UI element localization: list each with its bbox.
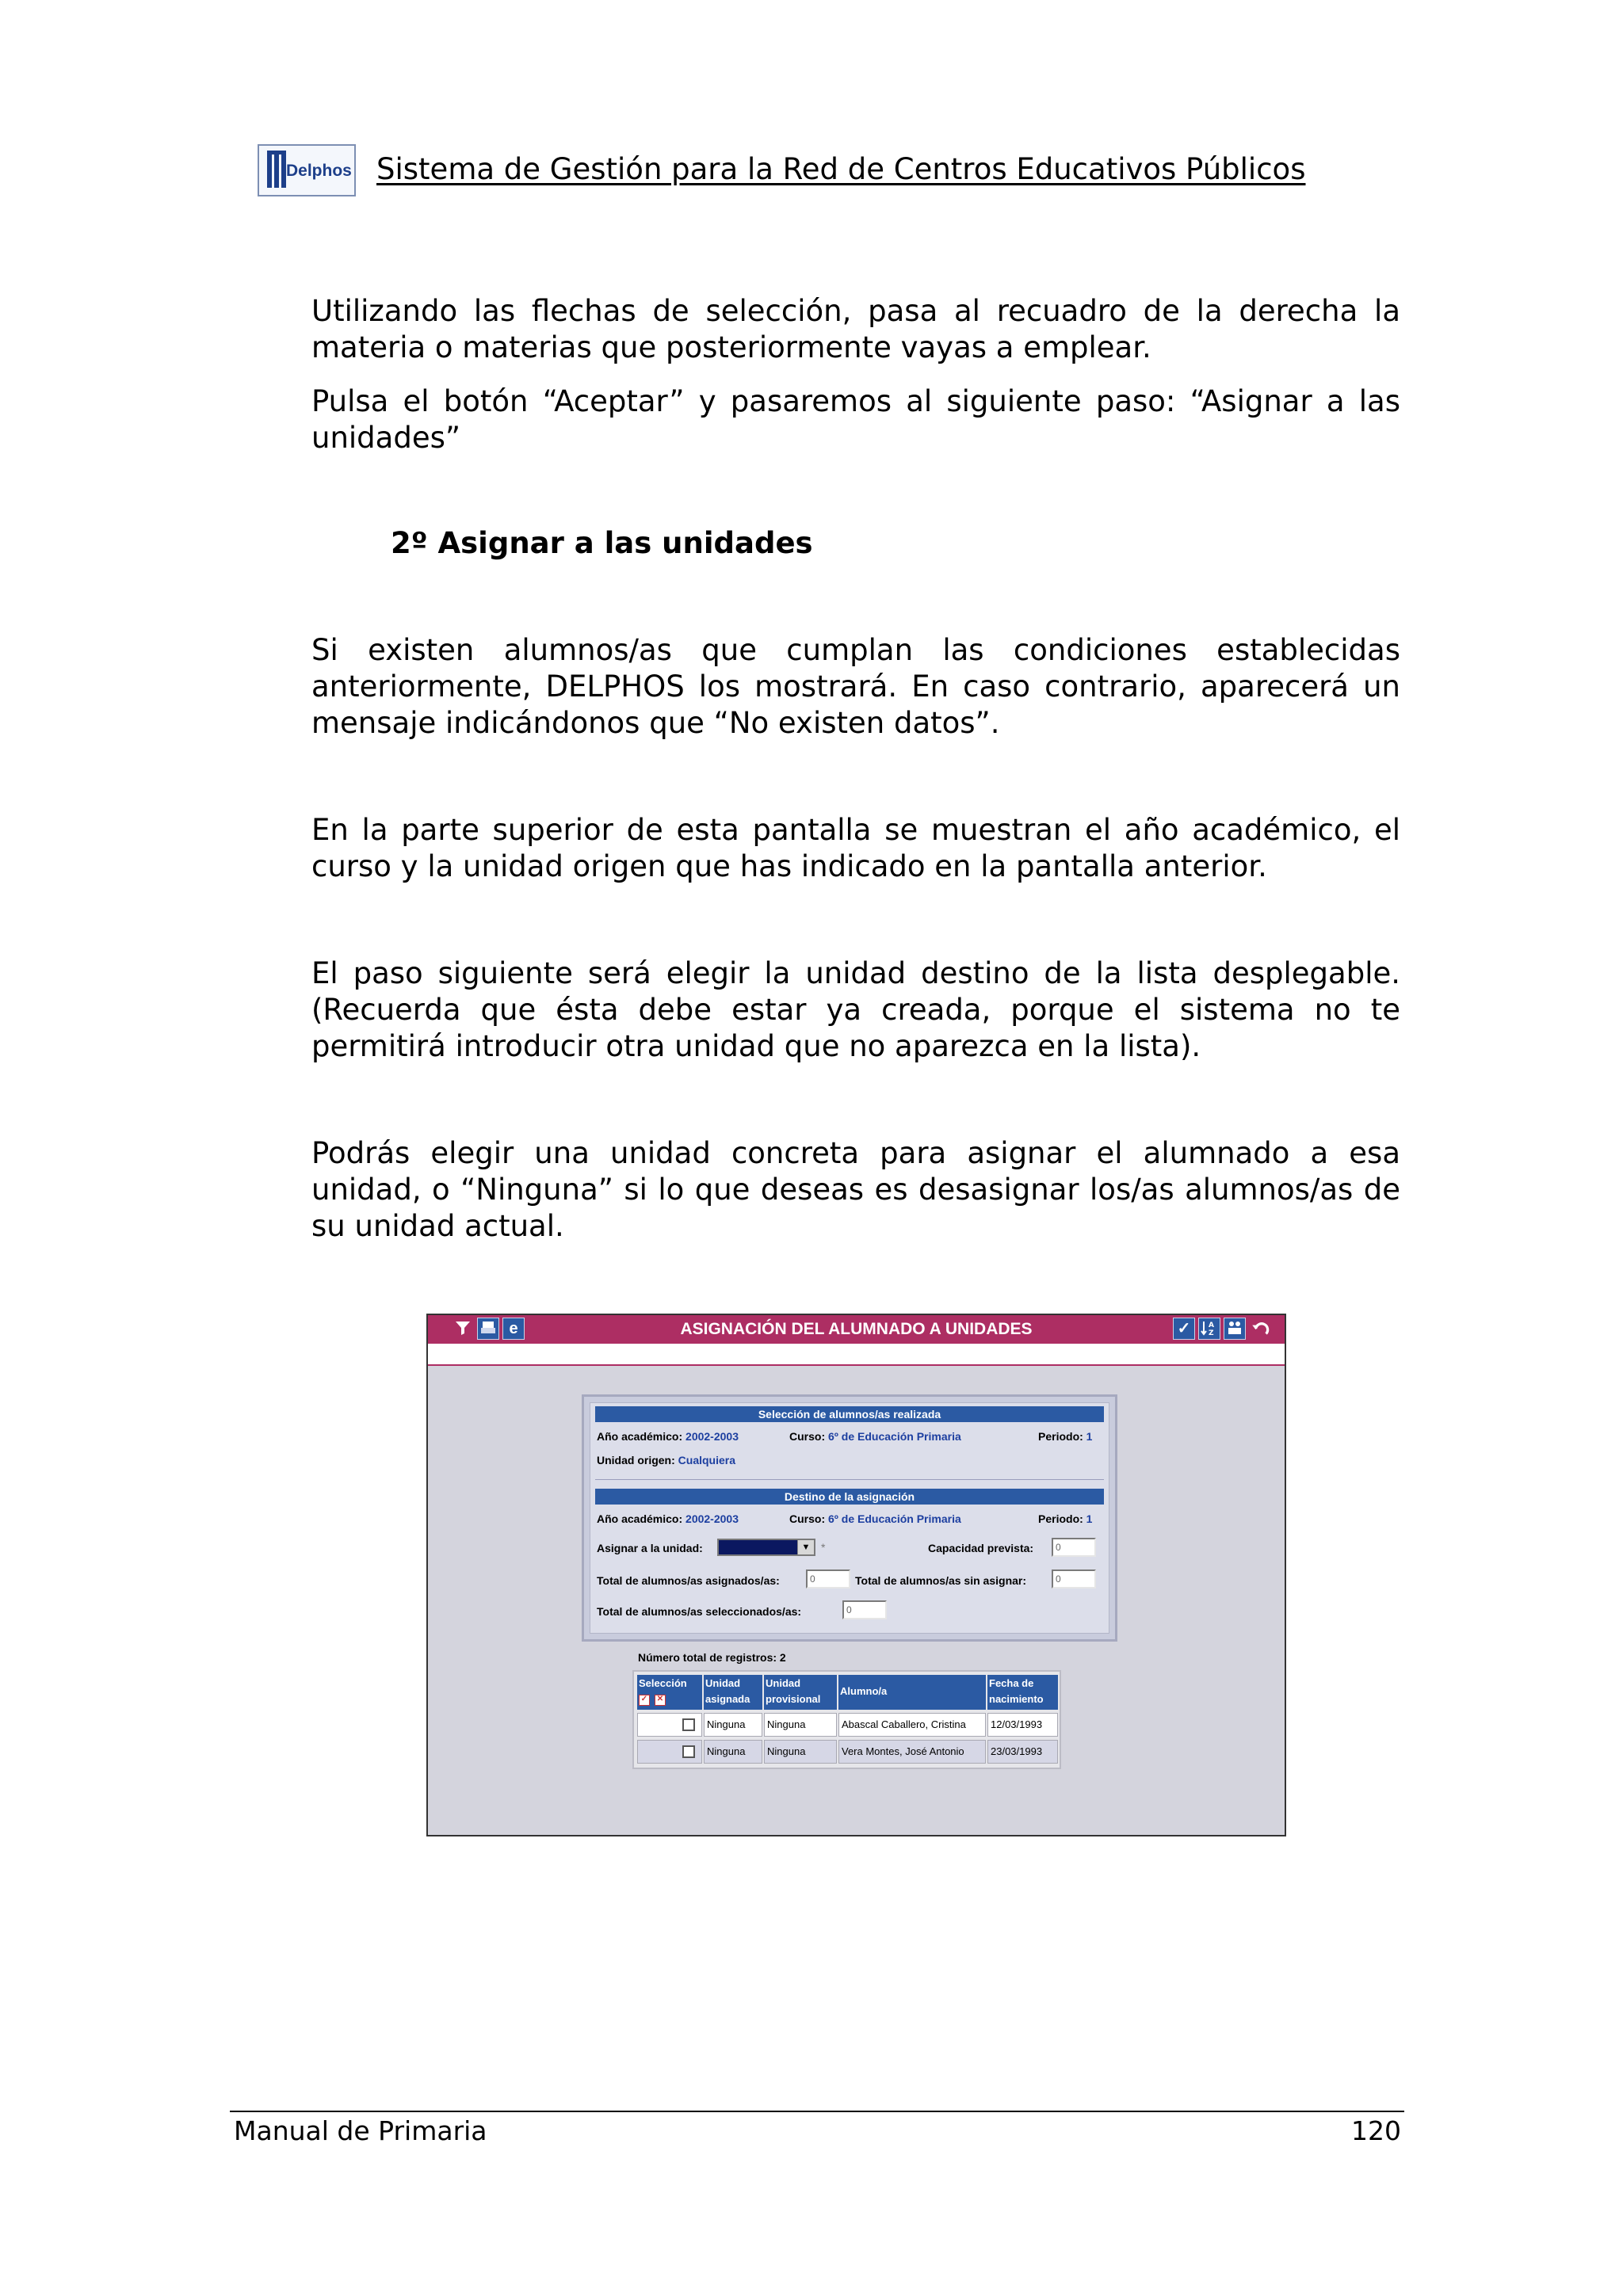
destino-curso-value: 6º de Educación Primaria [828,1512,961,1525]
unidad-destino-select[interactable] [717,1539,815,1556]
col-header-unidad-asignada: Unidad asignada [704,1675,762,1710]
select-all-icon[interactable]: ✓ [639,1695,650,1706]
asignados-label: Total de alumnos/as asignados/as: [597,1574,780,1587]
screenshot-subbar [428,1344,1285,1364]
unidad-origen-label: Unidad origen: [597,1454,675,1466]
destino-curso [789,1512,961,1525]
document-header-title: Sistema de Gestión para la Red de Centros Educativos Públicos [376,152,1306,186]
asignacion-panel [582,1394,1117,1642]
seleccion-periodo [1038,1430,1092,1443]
sin-asignar-label: Total de alumnos/as sin asignar: [855,1574,1027,1587]
delphos-logo [258,144,356,196]
table-row-1-unidad-provisional: Ninguna [764,1713,837,1737]
table-row-2-select-cell[interactable] [637,1740,702,1764]
seleccion-curso [789,1430,961,1443]
table-row-1-unidad-asignada: Ninguna [704,1713,762,1737]
seleccionados-field[interactable]: 0 [842,1600,887,1619]
col-header-unidad-provisional: Unidad provisional [764,1675,837,1710]
col-header-alumno: Alumno/a [838,1675,986,1710]
accept-icon[interactable]: ✓ [1173,1318,1195,1340]
select-all-controls [639,1691,701,1707]
destino-periodo-label: Periodo: [1038,1512,1083,1525]
asignacion-screenshot [426,1314,1286,1836]
asignados-field[interactable]: 0 [806,1569,850,1589]
section-title: 2º Asignar a las unidades [391,526,813,560]
table-row-2-unidad-provisional: Ninguna [764,1740,837,1764]
seleccion-periodo-label: Periodo: [1038,1430,1083,1443]
seleccionados-label: Total de alumnos/as seleccionados/as: [597,1605,802,1618]
destino-periodo [1038,1512,1092,1525]
paragraph-6: Podrás elegir una unidad concreta para asignar el alumnado a esa unidad, o “Ninguna” si lo que deseas es desasignar los/as alumnos/as de su unidad actual. [311,1136,1400,1243]
svg-text:Z: Z [1209,1329,1214,1337]
required-marker: * [821,1541,826,1554]
group-icon[interactable] [1224,1318,1246,1340]
paragraph-1: Utilizando las flechas de selección, pasa al recuadro de la derecha la materia o materias que posteriormente vayas a emplear. [311,294,1400,364]
sort-az-icon[interactable] [1198,1318,1220,1340]
back-icon[interactable] [1249,1318,1271,1340]
chevron-down-icon[interactable]: ▼ [797,1540,814,1554]
col-header-fecha: Fecha de nacimiento [987,1675,1058,1710]
destino-header: Destino de la asignación [595,1489,1104,1505]
paragraph-5: El paso siguiente será elegir la unidad destino de la lista desplegable. (Recuerda que ésta debe estar ya creada, porque el sistema no te permitirá introducir otra unidad que no aparezca en la lista). [311,956,1400,1063]
unidad-origen-value: Cualquiera [678,1454,736,1466]
col-header-seleccion [637,1675,702,1710]
row-checkbox[interactable] [682,1745,695,1758]
logo-pillar [274,153,279,188]
seleccion-header: Selección de alumnos/as realizada [595,1406,1104,1422]
paragraph-4: En la parte superior de esta pantalla se muestran el año académico, el curso y la unidad origen que has indicado en la pantalla anterior. [311,813,1400,883]
seleccion-curso-label: Curso: [789,1430,826,1443]
footer-rule [230,2111,1404,2112]
seleccion-curso-value: 6º de Educación Primaria [828,1430,961,1443]
screenshot-titlebar [428,1315,1285,1344]
destino-periodo-value: 1 [1086,1512,1093,1525]
deselect-all-icon[interactable]: ✕ [655,1695,666,1706]
logo-pillar [267,153,272,188]
alumnos-table [632,1670,1061,1769]
asignar-unidad-label: Asignar a la unidad: [597,1542,703,1554]
capacidad-field[interactable]: 0 [1052,1538,1096,1557]
table-row-1-select-cell[interactable] [637,1713,702,1737]
panel-separator [595,1479,1104,1480]
screenshot-title: ASIGNACIÓN DEL ALUMNADO A UNIDADES [680,1320,1033,1338]
seleccion-anio-label: Año académico: [597,1430,683,1443]
table-row-2-unidad-asignada: Ninguna [704,1740,762,1764]
capacidad-label: Capacidad prevista: [928,1542,1034,1554]
seleccion-periodo-value: 1 [1086,1430,1093,1443]
explorer-icon[interactable]: e [502,1318,525,1340]
paragraph-3: Si existen alumnos/as que cumplan las condiciones establecidas anteriormente, DELPHOS los mostrará. En caso contrario, aparecerá un mensaje indicándonos que “No existen datos”. [311,633,1400,740]
screenshot-divider [428,1364,1285,1366]
asignacion-panel-inner [590,1402,1109,1634]
seleccion-unidad-origen [597,1454,735,1466]
logo-text: Delphos [286,162,352,180]
table-row-1-fecha: 12/03/1993 [987,1713,1058,1737]
table-row-2-alumno: Vera Montes, José Antonio [838,1740,986,1764]
sin-asignar-field[interactable]: 0 [1052,1569,1096,1589]
page-number: 120 [1351,2115,1401,2146]
seleccion-anio [597,1430,739,1443]
col-header-seleccion-label: Selección [639,1677,687,1689]
table-row-1-alumno: Abascal Caballero, Cristina [838,1713,986,1737]
table-row-2-fecha: 23/03/1993 [987,1740,1058,1764]
row-checkbox[interactable] [682,1718,695,1731]
destino-anio-value: 2002-2003 [685,1512,739,1525]
svg-text:A: A [1209,1322,1214,1329]
paragraph-2: Pulsa el botón “Aceptar” y pasaremos al siguiente paso: “Asignar a las unidades” [311,384,1400,455]
destino-anio-label: Año académico: [597,1512,683,1525]
footer-manual-title: Manual de Primaria [234,2115,487,2146]
total-registros: Número total de registros: 2 [638,1651,786,1664]
seleccion-anio-value: 2002-2003 [685,1430,739,1443]
destino-anio [597,1512,739,1525]
destino-curso-label: Curso: [789,1512,826,1525]
